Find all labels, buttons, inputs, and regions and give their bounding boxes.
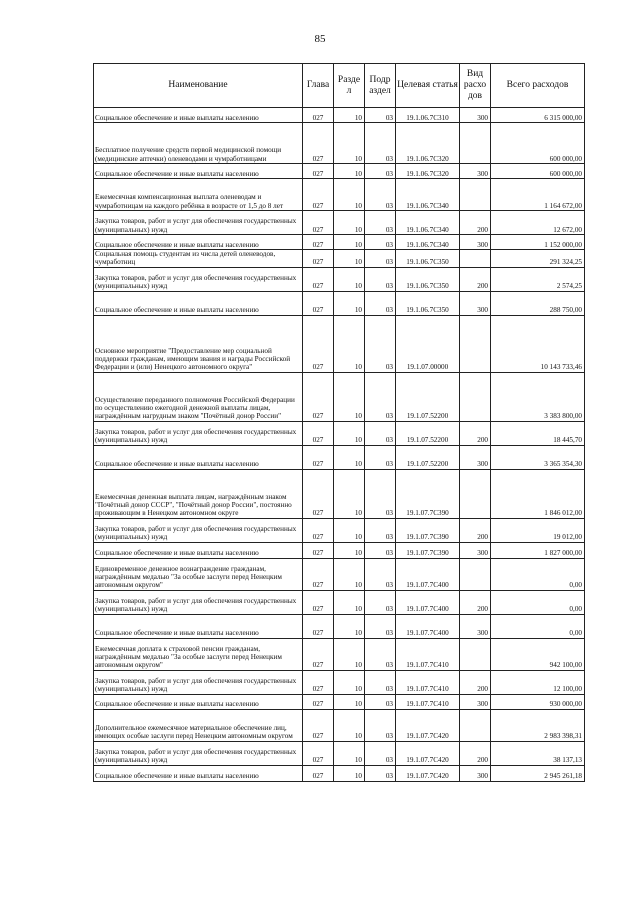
row-glava-cell: 027 — [303, 315, 334, 372]
header-glava: Глава — [303, 64, 334, 108]
row-glava-cell: 027 — [303, 445, 334, 469]
row-total-cell: 3 383 800,00 — [491, 372, 585, 421]
table-row — [94, 694, 585, 709]
table-row — [94, 108, 585, 123]
row-target-cell: 19.1.07.7С410 — [396, 694, 460, 709]
table-row — [94, 638, 585, 670]
row-vid-cell — [460, 179, 491, 211]
row-glava-cell: 027 — [303, 179, 334, 211]
row-target-cell: 19.1.07.7С420 — [396, 765, 460, 781]
row-name-cell: Социальное обеспечение и иные выплаты населению — [94, 108, 303, 123]
row-total-cell: 942 100,00 — [491, 638, 585, 670]
row-razdel-cell: 10 — [334, 670, 365, 694]
row-razdel-cell: 10 — [334, 235, 365, 250]
row-name-cell: Социальное обеспечение и иные выплаты населению — [94, 164, 303, 179]
row-glava-cell: 027 — [303, 590, 334, 614]
row-podrazdel-cell: 03 — [365, 558, 396, 590]
row-glava-cell: 027 — [303, 421, 334, 445]
row-razdel-cell: 10 — [334, 291, 365, 315]
row-target-cell: 19.1.06.7С310 — [396, 108, 460, 123]
row-vid-cell — [460, 469, 491, 518]
row-razdel-cell: 10 — [334, 542, 365, 558]
row-glava-cell: 027 — [303, 469, 334, 518]
row-razdel-cell: 10 — [334, 108, 365, 123]
row-target-cell: 19.1.07.7С390 — [396, 469, 460, 518]
row-vid-cell: 300 — [460, 235, 491, 250]
row-podrazdel-cell: 03 — [365, 267, 396, 291]
row-podrazdel-cell: 03 — [365, 709, 396, 741]
row-name-cell: Единовременное денежное вознаграждение гражданам, награждённым медалью "За особые заслуги перед Ненецким автономным округом" — [94, 558, 303, 590]
header-razdel: Разде л — [334, 64, 365, 108]
row-glava-cell: 027 — [303, 164, 334, 179]
row-total-cell: 2 945 261,18 — [491, 765, 585, 781]
row-vid-cell — [460, 315, 491, 372]
row-total-cell: 288 750,00 — [491, 291, 585, 315]
row-name-cell: Социальное обеспечение и иные выплаты населению — [94, 235, 303, 250]
row-total-cell: 2 574,25 — [491, 267, 585, 291]
row-total-cell: 1 827 000,00 — [491, 542, 585, 558]
row-name-cell: Закупка товаров, работ и услуг для обеспечения государственных (муниципальных) нужд — [94, 518, 303, 542]
row-podrazdel-cell: 03 — [365, 291, 396, 315]
table-row — [94, 445, 585, 469]
row-razdel-cell: 10 — [334, 558, 365, 590]
row-glava-cell: 027 — [303, 638, 334, 670]
row-total-cell: 3 365 354,30 — [491, 445, 585, 469]
table-row — [94, 164, 585, 179]
row-target-cell: 19.1.07.52200 — [396, 421, 460, 445]
row-name-cell: Ежемесячная денежная выплата лицам, награждённым знаком "Почётный донор СССР", "Почётный донор России", постоянно проживающим в Ненецком автономном округе — [94, 469, 303, 518]
header-name: Наименование — [94, 64, 303, 108]
row-glava-cell: 027 — [303, 211, 334, 235]
row-razdel-cell: 10 — [334, 211, 365, 235]
row-total-cell: 0,00 — [491, 558, 585, 590]
row-target-cell: 19.1.07.7С400 — [396, 558, 460, 590]
row-vid-cell: 200 — [460, 421, 491, 445]
table-row — [94, 670, 585, 694]
row-name-cell: Закупка товаров, работ и услуг для обеспечения государственных (муниципальных) нужд — [94, 670, 303, 694]
row-target-cell: 19.1.06.7С350 — [396, 291, 460, 315]
row-target-cell: 19.1.07.7С390 — [396, 542, 460, 558]
row-podrazdel-cell: 03 — [365, 315, 396, 372]
row-glava-cell: 027 — [303, 694, 334, 709]
row-vid-cell — [460, 123, 491, 164]
row-glava-cell: 027 — [303, 765, 334, 781]
row-vid-cell: 300 — [460, 291, 491, 315]
row-name-cell: Социальное обеспечение и иные выплаты населению — [94, 694, 303, 709]
table-row — [94, 291, 585, 315]
row-podrazdel-cell: 03 — [365, 670, 396, 694]
table-row — [94, 179, 585, 211]
row-podrazdel-cell: 03 — [365, 614, 396, 638]
row-total-cell: 600 000,00 — [491, 123, 585, 164]
table-row — [94, 469, 585, 518]
row-total-cell: 1 846 012,00 — [491, 469, 585, 518]
row-vid-cell — [460, 558, 491, 590]
row-total-cell: 2 983 398,31 — [491, 709, 585, 741]
row-name-cell: Социальное обеспечение и иные выплаты населению — [94, 614, 303, 638]
row-podrazdel-cell: 03 — [365, 741, 396, 765]
table-row — [94, 372, 585, 421]
row-podrazdel-cell: 03 — [365, 372, 396, 421]
row-target-cell: 19.1.06.7С340 — [396, 179, 460, 211]
row-vid-cell: 200 — [460, 590, 491, 614]
header-podrazdel: Подр аздел — [365, 64, 396, 108]
row-total-cell: 12 100,00 — [491, 670, 585, 694]
row-glava-cell: 027 — [303, 267, 334, 291]
row-glava-cell: 027 — [303, 250, 334, 268]
table-row — [94, 421, 585, 445]
row-name-cell: Закупка товаров, работ и услуг для обеспечения государственных (муниципальных) нужд — [94, 590, 303, 614]
row-vid-cell: 200 — [460, 741, 491, 765]
row-vid-cell: 200 — [460, 211, 491, 235]
row-name-cell: Осуществление переданного полномочия Российской Федерации по осуществлению ежегодной денежной выплаты лицам, награждённым нагрудным знаком "Почётный донор России" — [94, 372, 303, 421]
row-razdel-cell: 10 — [334, 765, 365, 781]
row-podrazdel-cell: 03 — [365, 108, 396, 123]
row-target-cell: 19.1.06.7С320 — [396, 123, 460, 164]
row-razdel-cell: 10 — [334, 469, 365, 518]
table-row — [94, 235, 585, 250]
table-row — [94, 765, 585, 781]
row-total-cell: 0,00 — [491, 590, 585, 614]
table-row — [94, 267, 585, 291]
row-name-cell: Ежемесячная доплата к страховой пенсии гражданам, награждённым медалью "За особые заслуги перед Ненецким автономным округом" — [94, 638, 303, 670]
row-razdel-cell: 10 — [334, 638, 365, 670]
row-podrazdel-cell: 03 — [365, 235, 396, 250]
row-total-cell: 1 164 672,00 — [491, 179, 585, 211]
row-name-cell: Бесплатное получение средств первой медицинской помощи (медицинские аптечки) оленеводами и чумработницами — [94, 123, 303, 164]
row-total-cell: 1 152 000,00 — [491, 235, 585, 250]
row-razdel-cell: 10 — [334, 614, 365, 638]
row-podrazdel-cell: 03 — [365, 421, 396, 445]
row-razdel-cell: 10 — [334, 445, 365, 469]
row-vid-cell — [460, 250, 491, 268]
table-row — [94, 542, 585, 558]
table-row — [94, 211, 585, 235]
header-target-article: Целевая статья — [396, 64, 460, 108]
row-razdel-cell: 10 — [334, 372, 365, 421]
row-razdel-cell: 10 — [334, 267, 365, 291]
row-vid-cell — [460, 638, 491, 670]
row-glava-cell: 027 — [303, 291, 334, 315]
row-podrazdel-cell: 03 — [365, 164, 396, 179]
row-vid-cell: 300 — [460, 694, 491, 709]
header-expense-type: Вид расхо дов — [460, 64, 491, 108]
row-glava-cell: 027 — [303, 123, 334, 164]
row-razdel-cell: 10 — [334, 709, 365, 741]
table-row — [94, 709, 585, 741]
row-glava-cell: 027 — [303, 542, 334, 558]
row-total-cell: 19 012,00 — [491, 518, 585, 542]
row-total-cell: 600 000,00 — [491, 164, 585, 179]
table-row — [94, 315, 585, 372]
row-vid-cell: 300 — [460, 164, 491, 179]
row-razdel-cell: 10 — [334, 123, 365, 164]
row-target-cell: 19.1.07.7С410 — [396, 638, 460, 670]
row-vid-cell — [460, 709, 491, 741]
row-vid-cell: 200 — [460, 670, 491, 694]
row-vid-cell: 300 — [460, 542, 491, 558]
table-header-row — [94, 64, 585, 108]
row-name-cell: Ежемесячная компенсационная выплата оленеводам и чумработницам на каждого ребёнка в возрасте от 1,5 до 8 лет — [94, 179, 303, 211]
row-podrazdel-cell: 03 — [365, 694, 396, 709]
row-target-cell: 19.1.07.52200 — [396, 445, 460, 469]
row-razdel-cell: 10 — [334, 590, 365, 614]
row-total-cell: 12 672,00 — [491, 211, 585, 235]
table-row — [94, 614, 585, 638]
table-row — [94, 123, 585, 164]
row-vid-cell — [460, 372, 491, 421]
row-vid-cell: 300 — [460, 108, 491, 123]
row-total-cell: 18 445,70 — [491, 421, 585, 445]
row-name-cell: Дополнительное ежемесячное материальное обеспечение лиц, имеющих особые заслуги перед Ненецким автономным округом — [94, 709, 303, 741]
row-glava-cell: 027 — [303, 741, 334, 765]
row-vid-cell: 300 — [460, 614, 491, 638]
header-total: Всего расходов — [491, 64, 585, 108]
row-razdel-cell: 10 — [334, 250, 365, 268]
row-total-cell: 6 315 000,00 — [491, 108, 585, 123]
row-target-cell: 19.1.06.7С350 — [396, 267, 460, 291]
table-row — [94, 590, 585, 614]
row-razdel-cell: 10 — [334, 179, 365, 211]
row-name-cell: Закупка товаров, работ и услуг для обеспечения государственных (муниципальных) нужд — [94, 211, 303, 235]
row-glava-cell: 027 — [303, 670, 334, 694]
row-target-cell: 19.1.07.7С400 — [396, 614, 460, 638]
row-target-cell: 19.1.06.7С340 — [396, 235, 460, 250]
row-podrazdel-cell: 03 — [365, 590, 396, 614]
row-razdel-cell: 10 — [334, 518, 365, 542]
row-total-cell: 10 143 733,46 — [491, 315, 585, 372]
row-podrazdel-cell: 03 — [365, 542, 396, 558]
row-podrazdel-cell: 03 — [365, 638, 396, 670]
row-podrazdel-cell: 03 — [365, 765, 396, 781]
row-name-cell: Основное мероприятие "Предоставление мер социальной поддержки гражданам, имеющим звания и награды Российской Федерации и (или) Ненецкого автономного округа" — [94, 315, 303, 372]
row-target-cell: 19.1.07.7С390 — [396, 518, 460, 542]
row-total-cell: 291 324,25 — [491, 250, 585, 268]
row-vid-cell: 300 — [460, 445, 491, 469]
row-razdel-cell: 10 — [334, 315, 365, 372]
row-glava-cell: 027 — [303, 709, 334, 741]
row-target-cell: 19.1.07.7С420 — [396, 709, 460, 741]
row-vid-cell: 200 — [460, 518, 491, 542]
row-target-cell: 19.1.06.7С320 — [396, 164, 460, 179]
row-razdel-cell: 10 — [334, 741, 365, 765]
table-row — [94, 741, 585, 765]
row-target-cell: 19.1.07.7С410 — [396, 670, 460, 694]
row-podrazdel-cell: 03 — [365, 211, 396, 235]
page-number: 85 — [314, 33, 326, 45]
row-podrazdel-cell: 03 — [365, 250, 396, 268]
row-name-cell: Социальное обеспечение и иные выплаты населению — [94, 765, 303, 781]
row-total-cell: 930 000,00 — [491, 694, 585, 709]
row-podrazdel-cell: 03 — [365, 179, 396, 211]
budget-table — [93, 63, 585, 782]
row-target-cell: 19.1.07.7С420 — [396, 741, 460, 765]
row-target-cell: 19.1.06.7С350 — [396, 250, 460, 268]
row-razdel-cell: 10 — [334, 421, 365, 445]
row-razdel-cell: 10 — [334, 164, 365, 179]
row-name-cell: Социальное обеспечение и иные выплаты населению — [94, 445, 303, 469]
row-total-cell: 0,00 — [491, 614, 585, 638]
row-name-cell: Закупка товаров, работ и услуг для обеспечения государственных (муниципальных) нужд — [94, 267, 303, 291]
row-name-cell: Социальное обеспечение и иные выплаты населению — [94, 542, 303, 558]
row-podrazdel-cell: 03 — [365, 445, 396, 469]
table-row — [94, 518, 585, 542]
table-row — [94, 250, 585, 268]
row-target-cell: 19.1.06.7С340 — [396, 211, 460, 235]
row-podrazdel-cell: 03 — [365, 469, 396, 518]
row-glava-cell: 027 — [303, 372, 334, 421]
row-podrazdel-cell: 03 — [365, 123, 396, 164]
row-name-cell: Закупка товаров, работ и услуг для обеспечения государственных (муниципальных) нужд — [94, 421, 303, 445]
row-glava-cell: 027 — [303, 518, 334, 542]
row-glava-cell: 027 — [303, 614, 334, 638]
row-total-cell: 38 137,13 — [491, 741, 585, 765]
row-glava-cell: 027 — [303, 558, 334, 590]
row-target-cell: 19.1.07.00000 — [396, 315, 460, 372]
row-glava-cell: 027 — [303, 235, 334, 250]
row-vid-cell: 200 — [460, 267, 491, 291]
row-razdel-cell: 10 — [334, 694, 365, 709]
table-body — [94, 108, 585, 782]
row-name-cell: Социальная помощь студентам из числа детей оленеводов, чумработниц — [94, 250, 303, 268]
row-target-cell: 19.1.07.52200 — [396, 372, 460, 421]
row-target-cell: 19.1.07.7С400 — [396, 590, 460, 614]
row-podrazdel-cell: 03 — [365, 518, 396, 542]
table-row — [94, 558, 585, 590]
row-name-cell: Закупка товаров, работ и услуг для обеспечения государственных (муниципальных) нужд — [94, 741, 303, 765]
row-glava-cell: 027 — [303, 108, 334, 123]
row-vid-cell: 300 — [460, 765, 491, 781]
row-name-cell: Социальное обеспечение и иные выплаты населению — [94, 291, 303, 315]
